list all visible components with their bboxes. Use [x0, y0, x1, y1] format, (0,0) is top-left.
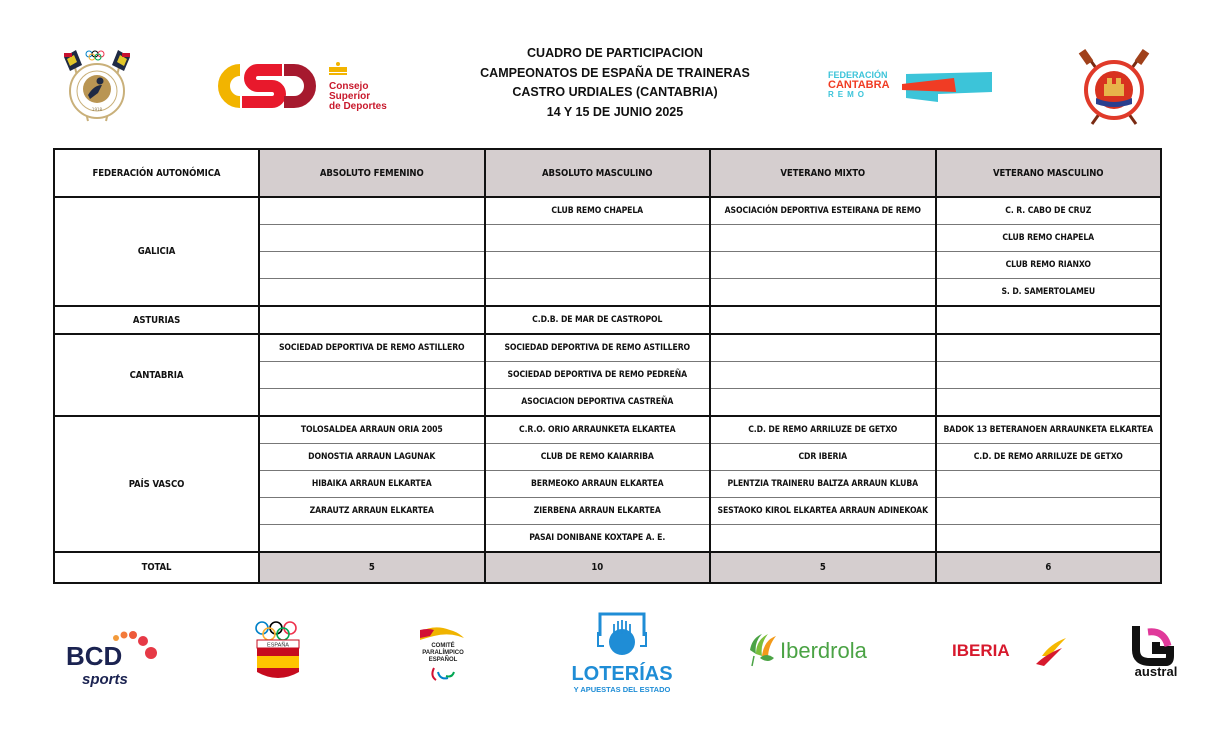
iberia-logo [950, 634, 1068, 668]
table-cell [485, 225, 711, 252]
federation-cell-asturias: ASTURIAS [54, 306, 259, 334]
table-row [54, 334, 1161, 362]
table-cell [259, 306, 485, 334]
document-title [420, 44, 810, 122]
table-cell [936, 362, 1162, 389]
table-cell: SOCIEDAD DEPORTIVA DE REMO ASTILLERO [485, 334, 711, 362]
federation-cell-pais-vasco: PAÍS VASCO [54, 416, 259, 552]
title-line-3: CASTRO URDIALES (CANTABRIA) [512, 85, 718, 99]
table-cell [259, 197, 485, 225]
table-cell [259, 252, 485, 279]
table-cell: CLUB REMO RIANXO [936, 252, 1162, 279]
table-cell [936, 306, 1162, 334]
svg-text:ESPAÑOL: ESPAÑOL [428, 657, 458, 663]
svg-text:Y APUESTAS DEL ESTADO: Y APUESTAS DEL ESTADO [573, 685, 671, 694]
comite-olimpico-espanol-logo [252, 620, 306, 684]
federation-cell-cantabria: CANTABRIA [54, 334, 259, 416]
total-absoluto-masculino: 10 [485, 552, 711, 583]
column-header-veterano-masculino: VETERANO MASCULINO [936, 149, 1162, 197]
table-cell: CLUB REMO CHAPELA [936, 225, 1162, 252]
iberdrola-logo [746, 628, 894, 670]
table-cell [259, 525, 485, 553]
table-header-row [54, 149, 1161, 197]
table-cell [936, 525, 1162, 553]
table-cell: CLUB DE REMO KAIARRIBA [485, 444, 711, 471]
table-cell [936, 471, 1162, 498]
table-cell: PASAI DONIBANE KOXTAPE A. E. [485, 525, 711, 553]
table-cell: SOCIEDAD DEPORTIVA DE REMO PEDREÑA [485, 362, 711, 389]
table-cell [710, 279, 936, 307]
participation-table [53, 148, 1162, 584]
table-cell: C.R.O. ORIO ARRAUNKETA ELKARTEA [485, 416, 711, 444]
svg-text:PARALÍMPICO: PARALÍMPICO [422, 650, 464, 656]
table-cell: BERMEOKO ARRAUN ELKARTEA [485, 471, 711, 498]
total-absoluto-femenino: 5 [259, 552, 485, 583]
total-label: TOTAL [54, 552, 259, 583]
csd-line-2: Superior [329, 91, 371, 102]
table-cell: ASOCIACIÓN DEPORTIVA ESTEIRANA DE REMO [710, 197, 936, 225]
svg-text:COMITÉ: COMITÉ [431, 643, 455, 649]
table-cell: C.D.B. DE MAR DE CASTROPOL [485, 306, 711, 334]
svg-text:FEDERACIÓN: FEDERACIÓN [828, 70, 888, 80]
table-cell: CLUB REMO CHAPELA [485, 197, 711, 225]
table-cell: DONOSTIA ARRAUN LAGUNAK [259, 444, 485, 471]
title-line-4: 14 Y 15 DE JUNIO 2025 [546, 104, 684, 119]
table-cell: BADOK 13 BETERANOEN ARRAUNKETA ELKARTEA [936, 416, 1162, 444]
table-cell: C.D. DE REMO ARRILUZE DE GETXO [936, 444, 1162, 471]
table-cell: ZIERBENA ARRAUN ELKARTEA [485, 498, 711, 525]
table-cell [485, 252, 711, 279]
column-header-absoluto-masculino: ABSOLUTO MASCULINO [485, 149, 711, 197]
table-cell [259, 225, 485, 252]
table-cell [710, 225, 936, 252]
federacion-espanola-remo-logo [58, 45, 136, 125]
total-veterano-masculino: 6 [936, 552, 1162, 583]
table-row [54, 306, 1161, 334]
column-header-absoluto-femenino: ABSOLUTO FEMENINO [259, 149, 485, 197]
svg-text:LOTERÍAS: LOTERÍAS [571, 663, 673, 685]
bcd-sports-logo [64, 628, 164, 690]
table-cell [710, 252, 936, 279]
table-row [54, 416, 1161, 444]
table-cell: SESTAOKO KIROL ELKARTEA ARRAUN ADINEKOAK [710, 498, 936, 525]
table-cell: PLENTZIA TRAINERU BALTZA ARRAUN KLUBA [710, 471, 936, 498]
svg-text:Iberdrola: Iberdrola [780, 638, 867, 663]
table-cell: S. D. SAMERTOLAMEU [936, 279, 1162, 307]
table-cell [259, 279, 485, 307]
table-cell [936, 389, 1162, 417]
sociedad-deportiva-remo-castrena-logo [1076, 48, 1152, 128]
federacion-cantabra-remo-logo [826, 68, 994, 104]
table-cell [710, 306, 936, 334]
comite-paralimpico-espanol-logo [414, 626, 472, 686]
table-cell [936, 334, 1162, 362]
title-line-1: CUADRO DE PARTICIPACION [527, 46, 703, 60]
svg-text:1918: 1918 [91, 107, 103, 112]
svg-text:CANTABRA: CANTABRA [828, 79, 890, 91]
table-cell [710, 334, 936, 362]
table-cell: C.D. DE REMO ARRILUZE DE GETXO [710, 416, 936, 444]
svg-text:BCD: BCD [66, 641, 123, 671]
table-cell [259, 362, 485, 389]
table-cell [936, 498, 1162, 525]
svg-text:REMO: REMO [828, 90, 868, 99]
title-line-2: CAMPEONATOS DE ESPAÑA DE TRAINERAS [480, 65, 750, 80]
table-cell: TOLOSALDEA ARRAUN ORIA 2005 [259, 416, 485, 444]
table-cell: CDR IBERIA [710, 444, 936, 471]
table-cell: HIBAIKA ARRAUN ELKARTEA [259, 471, 485, 498]
svg-text:ESPAÑA: ESPAÑA [267, 642, 289, 649]
csd-line-3: de Deportes [329, 101, 387, 112]
table-cell [485, 279, 711, 307]
svg-text:IBERIA: IBERIA [952, 641, 1010, 660]
table-cell [710, 362, 936, 389]
table-cell [710, 525, 936, 553]
total-veterano-mixto: 5 [710, 552, 936, 583]
total-row [54, 552, 1161, 583]
austral-logo [1118, 622, 1194, 680]
table-cell: ASOCIACION DEPORTIVA CASTREÑA [485, 389, 711, 417]
table-cell: C. R. CABO DE CRUZ [936, 197, 1162, 225]
svg-text:sports: sports [82, 671, 128, 688]
loterias-logo [560, 612, 686, 696]
table-cell [710, 389, 936, 417]
column-header-veterano-mixto: VETERANO MIXTO [710, 149, 936, 197]
federation-cell-galicia: GALICIA [54, 197, 259, 306]
table-cell: SOCIEDAD DEPORTIVA DE REMO ASTILLERO [259, 334, 485, 362]
table-row [54, 197, 1161, 225]
table-cell: ZARAUTZ ARRAUN ELKARTEA [259, 498, 485, 525]
consejo-superior-deportes-logo [212, 60, 392, 116]
table-cell [259, 389, 485, 417]
column-header-federation: FEDERACIÓN AUTONÓMICA [54, 149, 259, 197]
csd-line-1: Consejo [329, 81, 369, 92]
svg-text:austral: austral [1134, 664, 1178, 679]
